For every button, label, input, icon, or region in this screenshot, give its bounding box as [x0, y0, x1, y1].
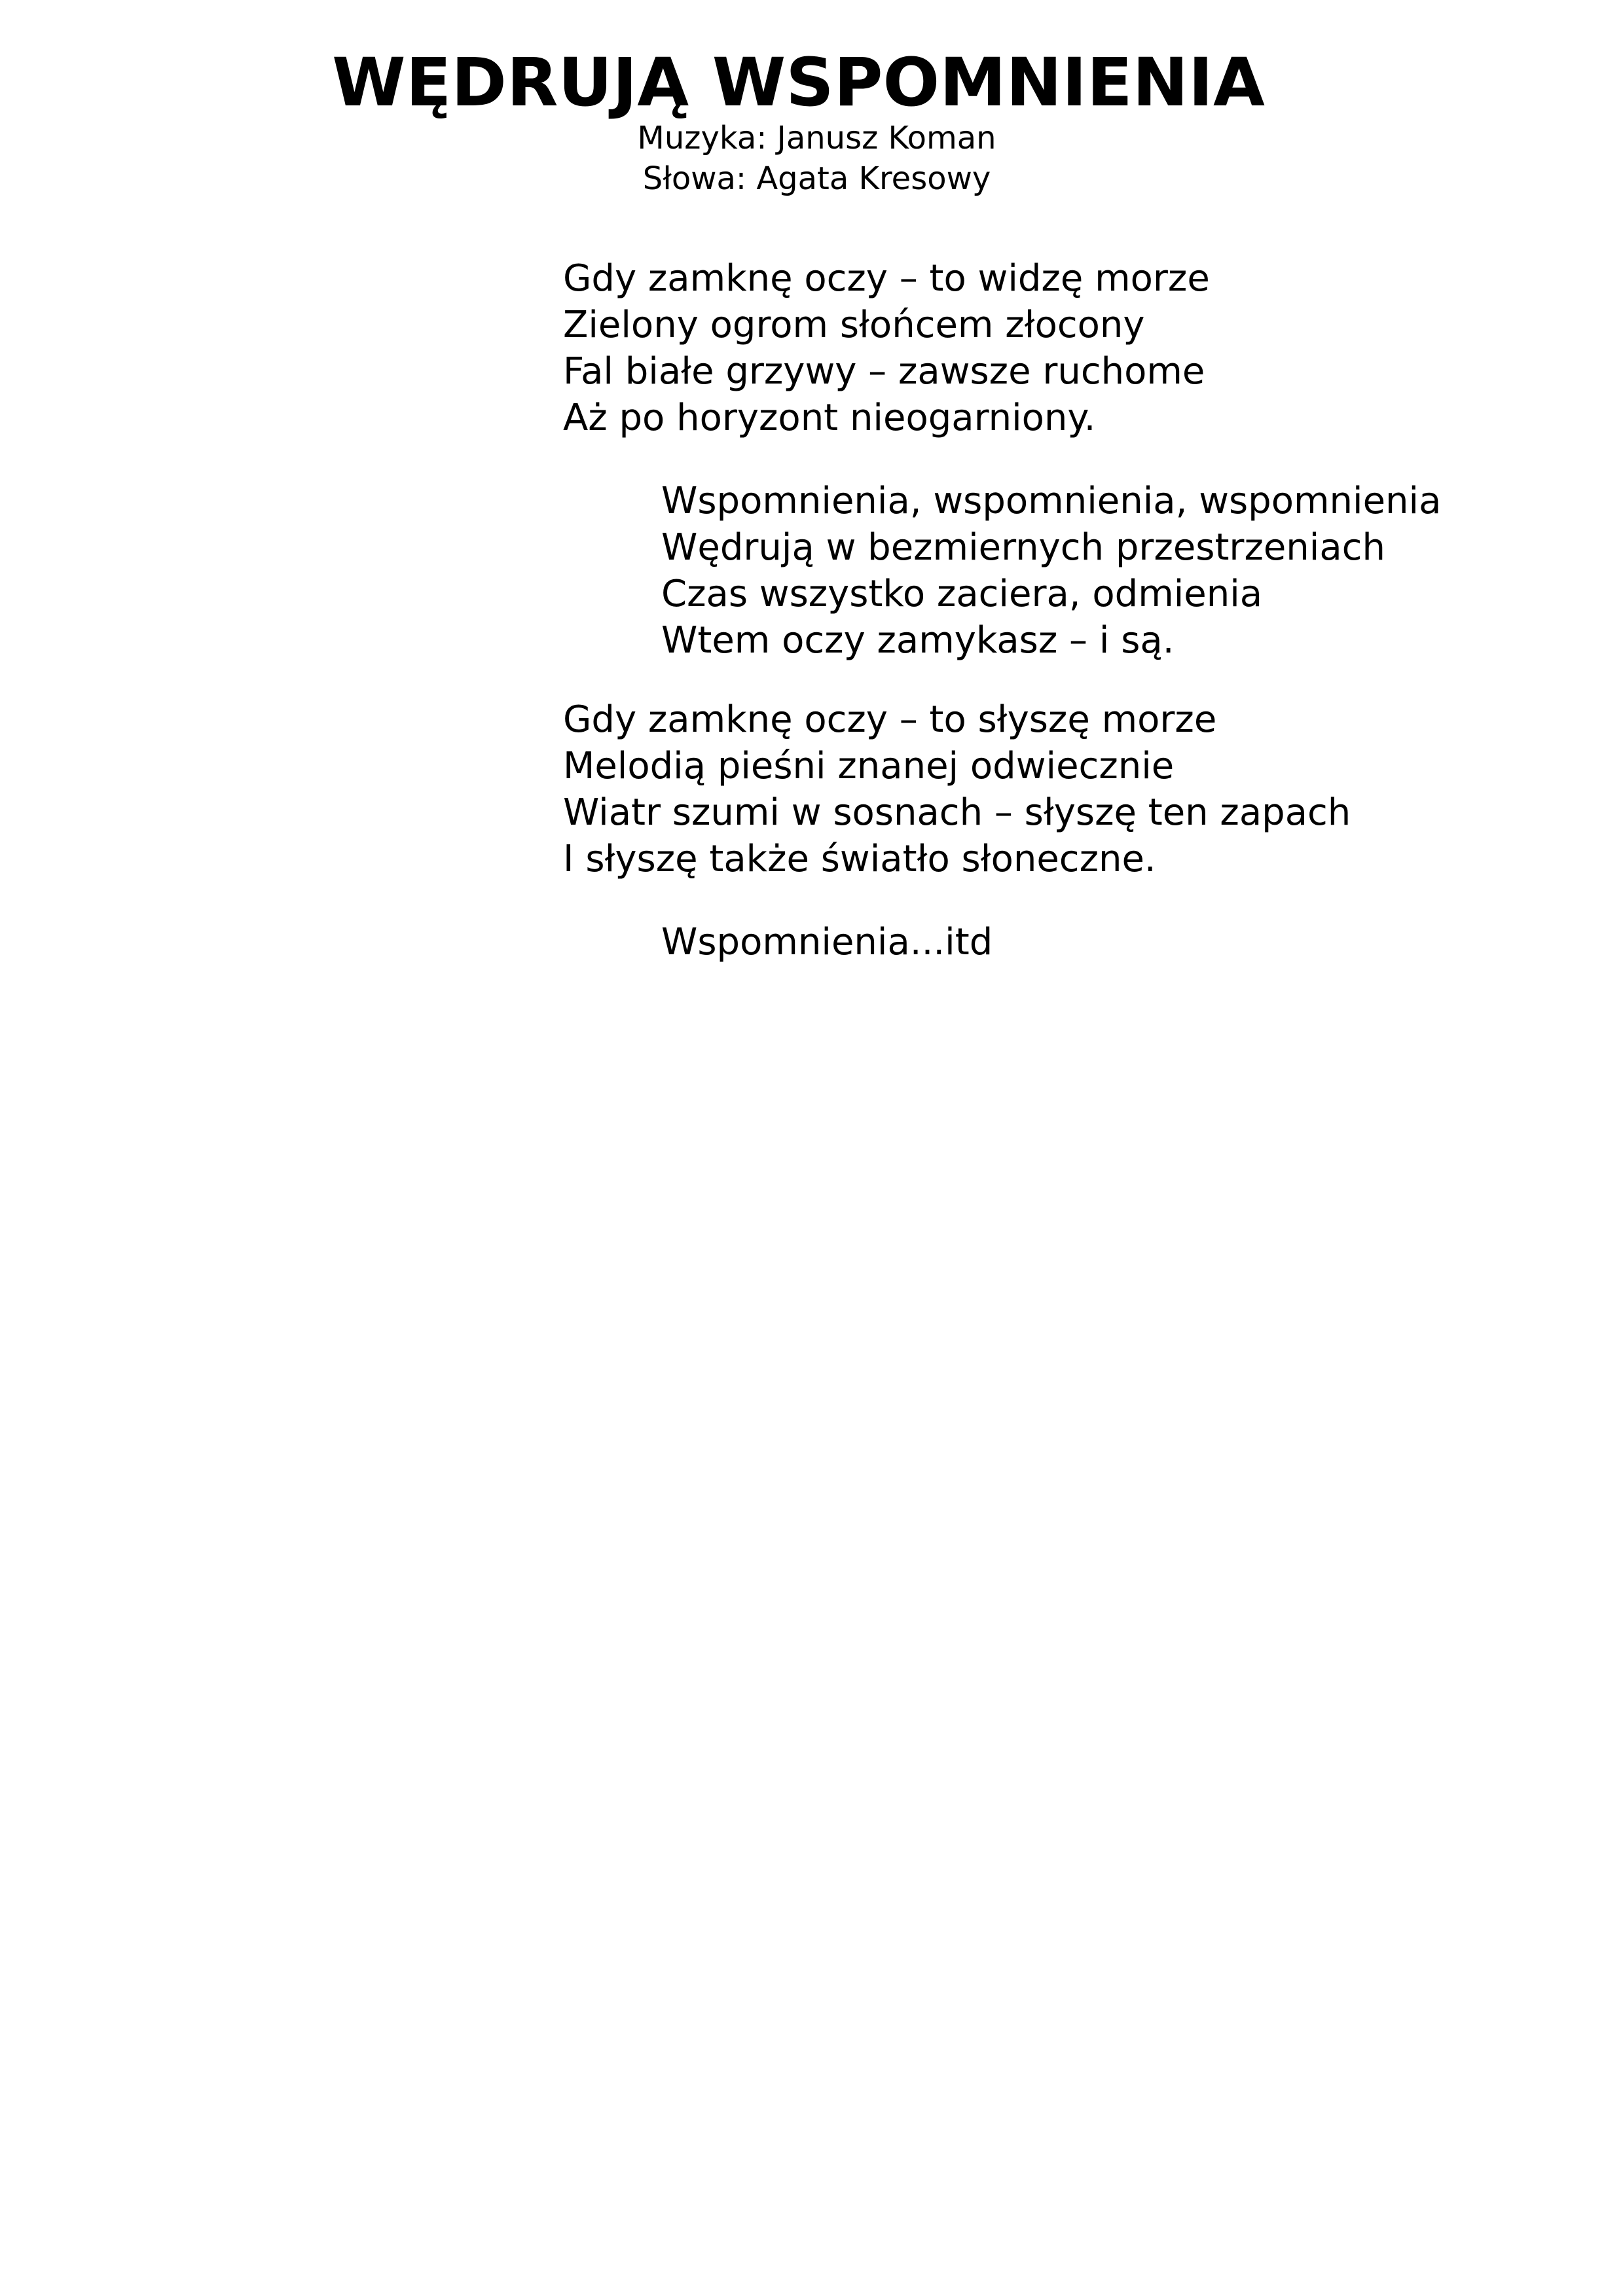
lyric-line: Aż po horyzont nieogarniony. [563, 397, 1096, 439]
chorus-2 [661, 919, 1584, 965]
song-title: WĘDRUJĄ WSPOMNIENIA [332, 44, 1265, 122]
verse-1 [563, 255, 1584, 441]
lyric-line: Wspomnienia, wspomnienia, wspomnienia [661, 480, 1442, 522]
lyric-line: Melodią pieśni znanej odwiecznie [563, 745, 1175, 787]
lyric-line: Wspomnienia...itd [661, 921, 993, 963]
lyric-line: Wędrują w bezmiernych przestrzeniach [661, 526, 1385, 569]
lyric-line: Fal białe grzywy – zawsze ruchome [563, 350, 1205, 393]
music-credit: Muzyka: Janusz Koman [637, 120, 996, 156]
verse-2 [563, 696, 1584, 882]
lyrics-credit: Słowa: Agata Kresowy [642, 160, 991, 197]
song-credits [5, 118, 1623, 199]
lyric-line: Czas wszystko zaciera, odmienia [661, 573, 1263, 615]
lyric-line: Wiatr szumi w sosnach – słyszę ten zapach [563, 791, 1351, 834]
lyric-line: Gdy zamknę oczy – to słyszę morze [563, 698, 1217, 741]
lyric-line: Wtem oczy zamykasz – i są. [661, 619, 1175, 662]
lyric-line: Gdy zamknę oczy – to widzę morze [563, 257, 1210, 300]
lyrics-body [563, 255, 1584, 998]
lyric-line: Zielony ogrom słońcem złocony [563, 304, 1145, 346]
lyric-line: I słyszę także światło słoneczne. [563, 838, 1156, 880]
chorus-1 [661, 478, 1584, 664]
